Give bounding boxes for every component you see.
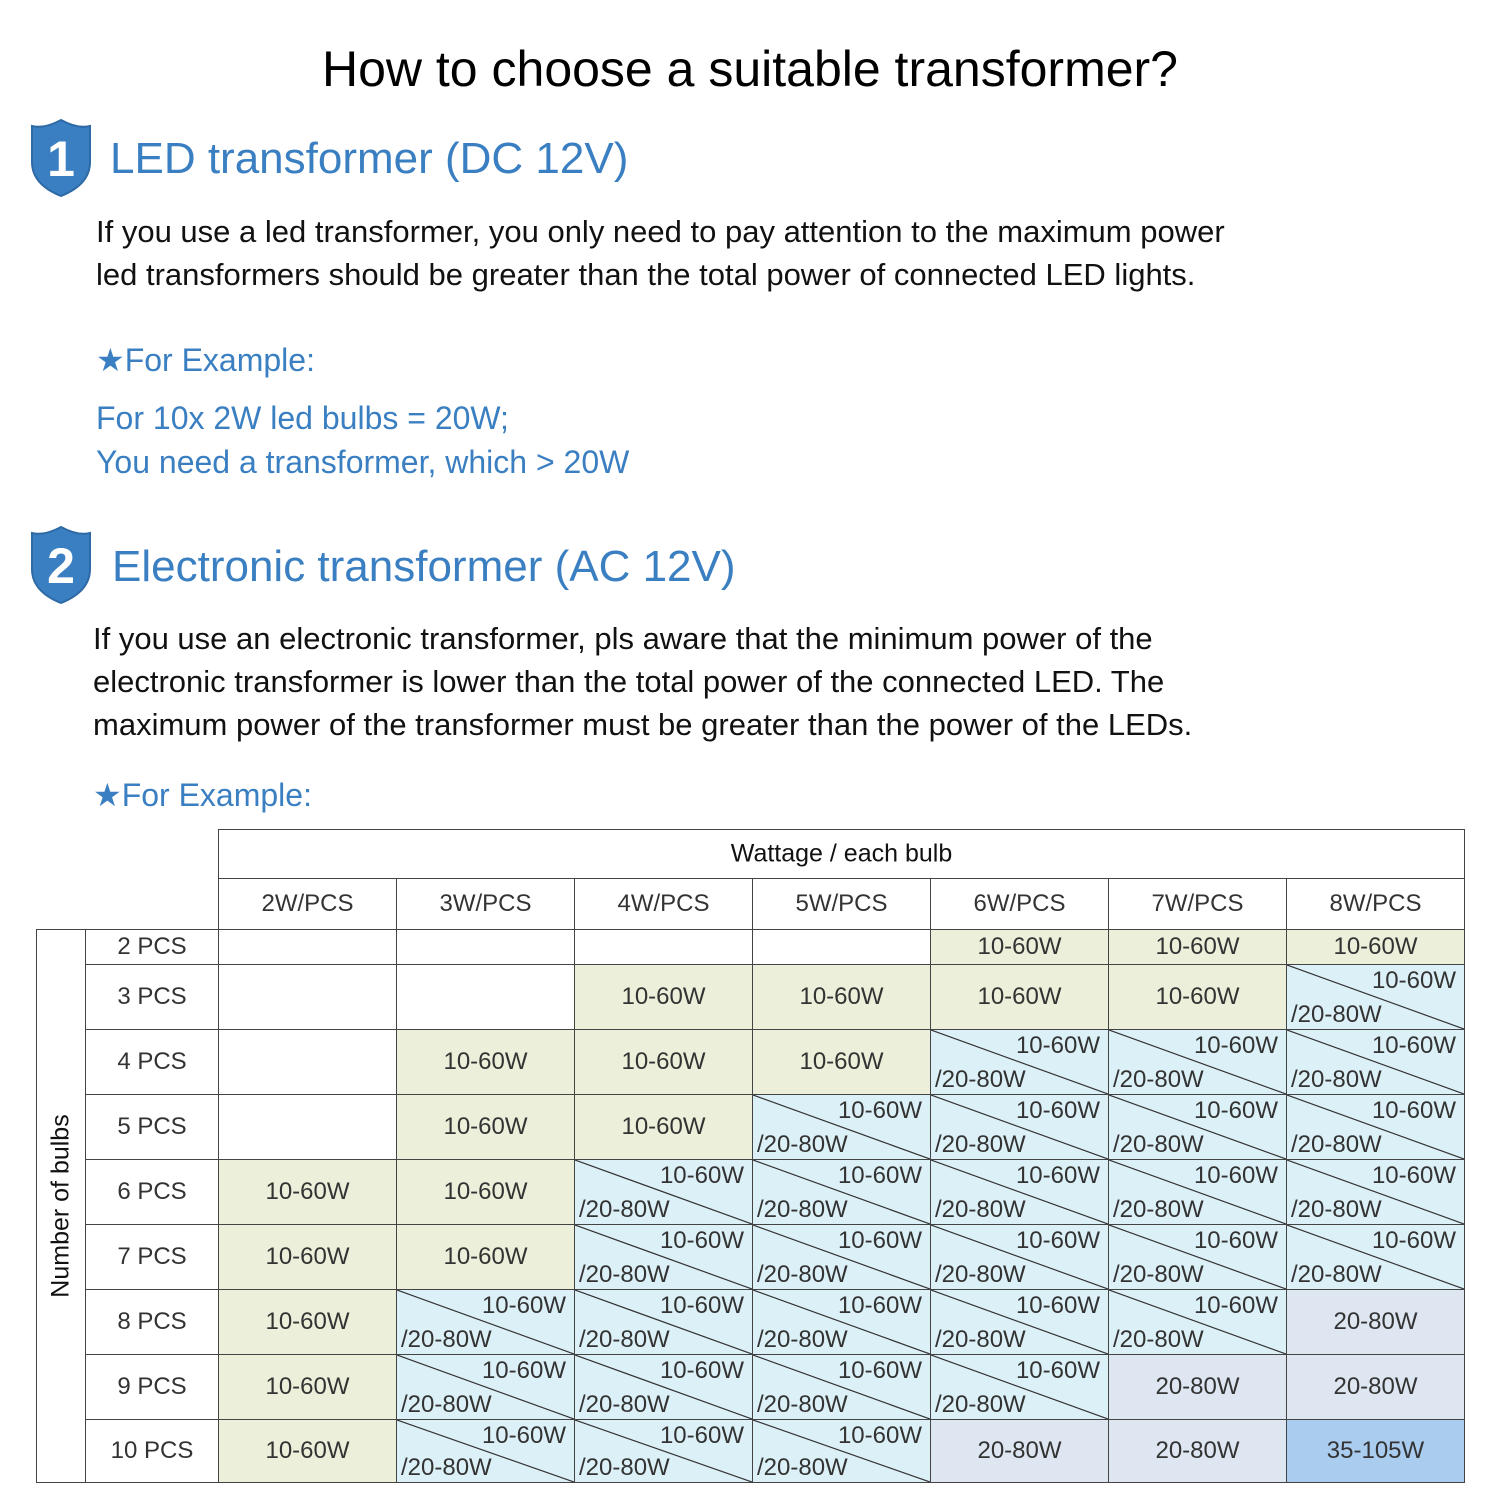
- table-cell: [930, 1029, 1109, 1095]
- table-cell: [218, 1354, 397, 1420]
- cell-value-upper: 10-60W: [1193, 1032, 1278, 1059]
- row-header: [85, 1354, 219, 1420]
- cell-value-upper: 10-60W: [1193, 1162, 1278, 1189]
- table-side-header: [36, 929, 86, 1483]
- table-cell: [1286, 1159, 1465, 1225]
- cell-value-lower: /20-80W: [579, 1196, 670, 1223]
- table-cell: [396, 1289, 575, 1355]
- table-cell: [574, 1354, 753, 1420]
- cell-value: 20-80W: [1333, 1373, 1418, 1400]
- table-cell: [396, 1159, 575, 1225]
- table-cell: [752, 1159, 931, 1225]
- cell-value-upper: 10-60W: [837, 1357, 922, 1384]
- row-header-label: 9 PCS: [117, 1373, 187, 1400]
- cell-value-upper: 10-60W: [1015, 1162, 1100, 1189]
- cell-value-lower: /20-80W: [757, 1454, 848, 1481]
- table-cell: [1108, 1094, 1287, 1160]
- row-header-label: 10 PCS: [110, 1437, 194, 1464]
- cell-value-upper: 10-60W: [481, 1422, 566, 1449]
- cell-value-lower: /20-80W: [1291, 1261, 1382, 1288]
- table-cell: [218, 1224, 397, 1290]
- cell-value-upper: 10-60W: [659, 1292, 744, 1319]
- column-header-label: 5W/PCS: [795, 890, 888, 917]
- cell-value: 10-60W: [443, 1048, 528, 1075]
- table-cell: [218, 1029, 397, 1095]
- table-cell: [930, 929, 1109, 965]
- section2-heading: Electronic transformer (AC 12V): [112, 542, 736, 591]
- cell-value: 10-60W: [265, 1308, 350, 1335]
- cell-value-upper: 10-60W: [659, 1227, 744, 1254]
- row-header: [85, 1094, 219, 1160]
- column-header: [752, 878, 931, 930]
- cell-value-lower: /20-80W: [757, 1196, 848, 1223]
- column-header-label: 8W/PCS: [1329, 890, 1422, 917]
- table-cell: [396, 964, 575, 1030]
- table-cell: [752, 1094, 931, 1160]
- cell-value-lower: /20-80W: [935, 1131, 1026, 1158]
- cell-value-lower: /20-80W: [757, 1131, 848, 1158]
- table-top-header: [218, 829, 1465, 879]
- cell-value-lower: /20-80W: [935, 1196, 1026, 1223]
- cell-value: 10-60W: [265, 1178, 350, 1205]
- cell-value-upper: 10-60W: [1371, 1227, 1456, 1254]
- cell-value: 20-80W: [977, 1437, 1062, 1464]
- row-header-label: 2 PCS: [117, 933, 187, 960]
- table-cell: [930, 1094, 1109, 1160]
- row-header-label: 7 PCS: [117, 1243, 187, 1270]
- cell-value-lower: /20-80W: [1113, 1261, 1204, 1288]
- column-header-label: 4W/PCS: [617, 890, 710, 917]
- table-cell: [752, 964, 931, 1030]
- table-cell: [396, 929, 575, 965]
- row-header: [85, 1029, 219, 1095]
- cell-value-upper: 10-60W: [1015, 1097, 1100, 1124]
- cell-value: 20-80W: [1333, 1308, 1418, 1335]
- section1-example-line: For 10x 2W led bulbs = 20W;: [96, 400, 509, 436]
- section2-line: If you use an electronic transformer, pls aware that the minimum power of the: [93, 621, 1153, 656]
- cell-value-lower: /20-80W: [1291, 1131, 1382, 1158]
- cell-value: 10-60W: [799, 1048, 884, 1075]
- table-cell: [1286, 929, 1465, 965]
- cell-value: 10-60W: [977, 983, 1062, 1010]
- cell-value-upper: 10-60W: [837, 1097, 922, 1124]
- cell-value-lower: /20-80W: [935, 1066, 1026, 1093]
- cell-value-upper: 10-60W: [659, 1357, 744, 1384]
- cell-value-lower: /20-80W: [579, 1326, 670, 1353]
- table-cell: [752, 1224, 931, 1290]
- column-header-label: 3W/PCS: [439, 890, 532, 917]
- cell-value-lower: /20-80W: [935, 1391, 1026, 1418]
- cell-value-lower: /20-80W: [757, 1326, 848, 1353]
- cell-value-lower: /20-80W: [935, 1326, 1026, 1353]
- section1-line: led transformers should be greater than the total power of connected LED lights.: [96, 257, 1196, 292]
- table-cell: [574, 1094, 753, 1160]
- row-header-label: 3 PCS: [117, 983, 187, 1010]
- cell-value: 10-60W: [265, 1373, 350, 1400]
- table-cell: [396, 1094, 575, 1160]
- table-cell: [930, 1419, 1109, 1483]
- section1-example-line: You need a transformer, which > 20W: [96, 444, 630, 480]
- cell-value-lower: /20-80W: [401, 1326, 492, 1353]
- table-cell: [1108, 1419, 1287, 1483]
- table-cell: [1108, 1289, 1287, 1355]
- table-cell: [218, 1159, 397, 1225]
- side-header-label: Number of bulbs: [46, 1114, 75, 1298]
- table-cell: [396, 1029, 575, 1095]
- table-cell: [574, 1289, 753, 1355]
- row-header: [85, 964, 219, 1030]
- table-cell: [218, 1419, 397, 1483]
- cell-value: 10-60W: [977, 933, 1062, 960]
- cell-value-lower: /20-80W: [1291, 1001, 1382, 1028]
- cell-value-lower: /20-80W: [1291, 1066, 1382, 1093]
- table-cell: [1108, 929, 1287, 965]
- table-cell: [574, 1419, 753, 1483]
- row-header: [85, 1289, 219, 1355]
- table-cell: [574, 1224, 753, 1290]
- column-header: [396, 878, 575, 930]
- table-cell: [1286, 1419, 1465, 1483]
- table-cell: [752, 1289, 931, 1355]
- table-cell: [1108, 964, 1287, 1030]
- table-cell: [218, 1289, 397, 1355]
- cell-value-upper: 10-60W: [659, 1422, 744, 1449]
- cell-value-lower: /20-80W: [579, 1454, 670, 1481]
- cell-value-upper: 10-60W: [1015, 1032, 1100, 1059]
- cell-value: 20-80W: [1155, 1437, 1240, 1464]
- table-cell: [752, 929, 931, 965]
- cell-value: 10-60W: [1155, 933, 1240, 960]
- table-cell: [574, 929, 753, 965]
- section2-example-label: ★For Example:: [93, 777, 312, 813]
- cell-value-upper: 10-60W: [1371, 1097, 1456, 1124]
- column-header: [1286, 878, 1465, 930]
- section1-line: If you use a led transformer, you only need to pay attention to the maximum power: [96, 214, 1225, 249]
- cell-value: 10-60W: [443, 1243, 528, 1270]
- table-cell: [1108, 1224, 1287, 1290]
- cell-value: 35-105W: [1326, 1437, 1425, 1464]
- section1-example: [96, 396, 629, 484]
- cell-value-upper: 10-60W: [1015, 1292, 1100, 1319]
- table-cell: [1286, 1224, 1465, 1290]
- section2-paragraph: [93, 617, 1192, 746]
- cell-value: 10-60W: [621, 1113, 706, 1140]
- table-cell: [1286, 964, 1465, 1030]
- column-header: [930, 878, 1109, 930]
- table-cell: [1108, 1354, 1287, 1420]
- table-cell: [1286, 1354, 1465, 1420]
- cell-value-lower: /20-80W: [401, 1391, 492, 1418]
- table-cell: [218, 1094, 397, 1160]
- table-cell: [1286, 1094, 1465, 1160]
- cell-value-upper: 10-60W: [1371, 967, 1456, 994]
- table-cell: [218, 929, 397, 965]
- section2-line: maximum power of the transformer must be greater than the power of the LEDs.: [93, 707, 1193, 742]
- cell-value-upper: 10-60W: [1193, 1227, 1278, 1254]
- cell-value: 10-60W: [265, 1437, 350, 1464]
- table-cell: [930, 1289, 1109, 1355]
- table-cell: [1286, 1029, 1465, 1095]
- cell-value: 10-60W: [1155, 983, 1240, 1010]
- table-cell: [752, 1029, 931, 1095]
- section1-example-label: ★For Example:: [96, 342, 315, 378]
- row-header-label: 5 PCS: [117, 1113, 187, 1140]
- cell-value-upper: 10-60W: [837, 1227, 922, 1254]
- column-header: [218, 878, 397, 930]
- section2-line: electronic transformer is lower than the total power of the connected LED. The: [93, 664, 1165, 699]
- cell-value-upper: 10-60W: [1015, 1357, 1100, 1384]
- cell-value-lower: /20-80W: [1291, 1196, 1382, 1223]
- row-header: [85, 1159, 219, 1225]
- table-cell: [396, 1224, 575, 1290]
- cell-value: 10-60W: [1333, 933, 1418, 960]
- cell-value-lower: /20-80W: [1113, 1131, 1204, 1158]
- shield-number-2-icon: [28, 525, 94, 605]
- cell-value-upper: 10-60W: [837, 1422, 922, 1449]
- column-header: [574, 878, 753, 930]
- table-cell: [930, 1159, 1109, 1225]
- cell-value-upper: 10-60W: [1193, 1097, 1278, 1124]
- row-header: [85, 1419, 219, 1483]
- cell-value: 10-60W: [443, 1178, 528, 1205]
- row-header-label: 4 PCS: [117, 1048, 187, 1075]
- table-cell: [930, 1224, 1109, 1290]
- column-header-label: 7W/PCS: [1151, 890, 1244, 917]
- cell-value-upper: 10-60W: [481, 1357, 566, 1384]
- cell-value-upper: 10-60W: [481, 1292, 566, 1319]
- cell-value: 20-80W: [1155, 1373, 1240, 1400]
- section1-heading: LED transformer (DC 12V): [110, 134, 629, 183]
- cell-value-upper: 10-60W: [1371, 1162, 1456, 1189]
- cell-value-upper: 10-60W: [1015, 1227, 1100, 1254]
- cell-value: 10-60W: [621, 1048, 706, 1075]
- table-cell: [1286, 1289, 1465, 1355]
- table-cell: [574, 1159, 753, 1225]
- cell-value-lower: /20-80W: [1113, 1326, 1204, 1353]
- top-header-label: Wattage / each bulb: [730, 839, 953, 868]
- cell-value-lower: /20-80W: [579, 1261, 670, 1288]
- cell-value-lower: /20-80W: [1113, 1066, 1204, 1093]
- cell-value-upper: 10-60W: [837, 1292, 922, 1319]
- column-header-label: 6W/PCS: [973, 890, 1066, 917]
- cell-value-upper: 10-60W: [1193, 1292, 1278, 1319]
- table-cell: [574, 1029, 753, 1095]
- column-header: [1108, 878, 1287, 930]
- badge-1-number: 1: [47, 131, 75, 187]
- table-cell: [1108, 1029, 1287, 1095]
- column-header-label: 2W/PCS: [261, 890, 354, 917]
- cell-value-upper: 10-60W: [1371, 1032, 1456, 1059]
- cell-value-upper: 10-60W: [659, 1162, 744, 1189]
- cell-value-lower: /20-80W: [935, 1261, 1026, 1288]
- row-header: [85, 929, 219, 965]
- row-header-label: 8 PCS: [117, 1308, 187, 1335]
- row-header: [85, 1224, 219, 1290]
- cell-value-upper: 10-60W: [837, 1162, 922, 1189]
- table-cell: [396, 1419, 575, 1483]
- table-cell: [752, 1419, 931, 1483]
- section1-paragraph: [96, 210, 1225, 296]
- cell-value-lower: /20-80W: [579, 1391, 670, 1418]
- table-cell: [574, 964, 753, 1030]
- cell-value-lower: /20-80W: [401, 1454, 492, 1481]
- shield-number-1-icon: [28, 118, 94, 198]
- cell-value-lower: /20-80W: [757, 1261, 848, 1288]
- table-cell: [930, 1354, 1109, 1420]
- cell-value: 10-60W: [265, 1243, 350, 1270]
- cell-value: 10-60W: [621, 983, 706, 1010]
- badge-2-number: 2: [47, 538, 75, 594]
- table-cell: [396, 1354, 575, 1420]
- cell-value-lower: /20-80W: [757, 1391, 848, 1418]
- cell-value: 10-60W: [443, 1113, 528, 1140]
- table-cell: [218, 964, 397, 1030]
- row-header-label: 6 PCS: [117, 1178, 187, 1205]
- table-cell: [930, 964, 1109, 1030]
- page-title: How to choose a suitable transformer?: [322, 41, 1178, 97]
- cell-value-lower: /20-80W: [1113, 1196, 1204, 1223]
- table-cell: [1108, 1159, 1287, 1225]
- table-cell: [752, 1354, 931, 1420]
- cell-value: 10-60W: [799, 983, 884, 1010]
